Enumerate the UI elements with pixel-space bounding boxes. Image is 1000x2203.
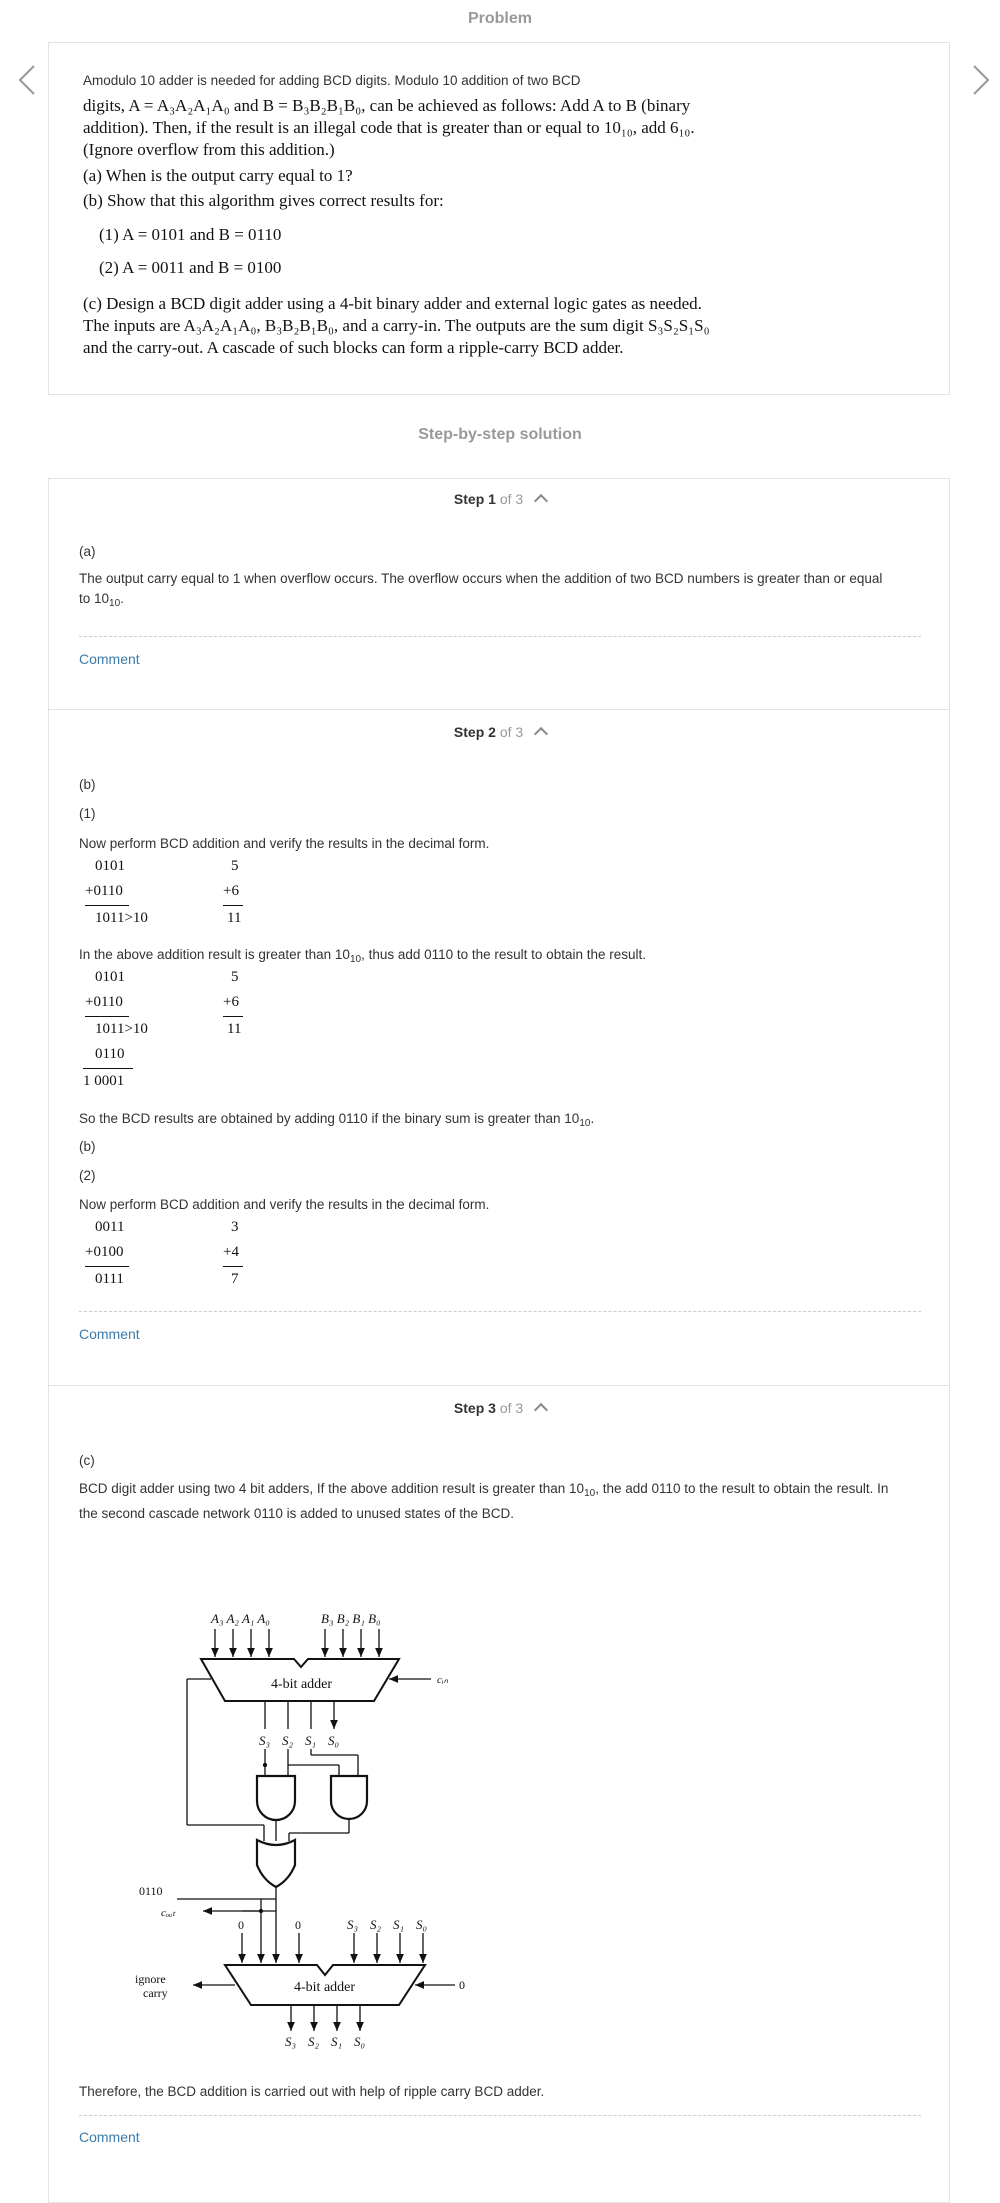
text: In the above addition result is greater than 10: [79, 947, 350, 962]
step-2-header[interactable]: [49, 724, 951, 740]
cin2-label: 0: [459, 1978, 465, 1992]
text: to 10: [79, 591, 110, 606]
comment-link[interactable]: Comment: [79, 2129, 140, 2145]
step-3-conclusion: Therefore, the BCD addition is carried out with help of ripple carry BCD adder.: [79, 2084, 545, 2099]
text: BCD digit adder using two 4 bit adders, If the above addition result is greater than 10: [79, 1481, 585, 1496]
text: .: [120, 591, 124, 606]
sum-line: [223, 1266, 243, 1267]
problem-line: digits, A = A₃A₂A₁A₀ and B = B₃B₂B₁B₀, can be achieved as follows: Add A to B (binary: [83, 96, 691, 115]
const-label: 0110: [139, 1884, 163, 1898]
b-inputs-label: B₃ B₂ B₁ B₀: [321, 1611, 381, 1626]
step-label: Step 3: [453, 1400, 496, 1416]
chevron-up-icon[interactable]: [534, 1403, 548, 1417]
sum-line: [85, 1016, 129, 1017]
binary-value: 1011>10: [95, 1021, 148, 1037]
text: The output carry equal to 1 when overflow occurs. The overflow occurs when the addition of two BCD numbers is greater than or equal: [79, 571, 883, 586]
text: , the add 0110 to the result to obtain the result. In: [595, 1481, 889, 1496]
a-inputs-label: A₃ A₂ A₁ A₀: [211, 1611, 270, 1626]
problem-line: (a) When is the output carry equal to 1?: [83, 166, 353, 185]
text: , thus add 0110 to the result to obtain the result.: [361, 947, 646, 962]
problem-line: and the carry-out. A cascade of such blocks can form a ripple-carry BCD adder.: [83, 338, 624, 357]
adder-1-label: 4-bit adder: [271, 1677, 333, 1692]
step-2-text: [79, 1109, 929, 1134]
decimal-value: +6: [223, 883, 239, 899]
step-2-verify: Now perform BCD addition and verify the results in the decimal form.: [79, 1197, 490, 1212]
binary-value: 1 0001: [83, 1073, 125, 1089]
step-1-part: (a): [79, 544, 96, 559]
chevron-up-icon[interactable]: [534, 727, 548, 741]
subscript: 10: [584, 1488, 596, 1499]
binary-value: 1011>10: [95, 910, 148, 926]
step-2-part: (b): [79, 1139, 96, 1154]
binary-value: +0100: [85, 1244, 124, 1260]
problem-heading: Problem: [467, 10, 532, 27]
text: the second cascade network 0110 is added to unused states of the BCD.: [79, 1506, 515, 1521]
steps-card: [48, 478, 950, 2203]
prev-arrow-icon[interactable]: [14, 60, 40, 100]
ignore-label: ignore: [135, 1972, 166, 1986]
sum-label: S₀: [416, 1917, 428, 1932]
decimal-value: 3: [231, 1219, 239, 1235]
problem-intro: Amodulo 10 adder is needed for adding BCD digits. Modulo 10 addition of two BCD: [83, 73, 581, 88]
next-arrow-icon[interactable]: [968, 60, 994, 100]
zero-label: 0: [238, 1918, 244, 1932]
divider: [79, 636, 921, 637]
problem-line: (Ignore overflow from this addition.): [83, 140, 335, 159]
sum-label: S₁: [305, 1733, 317, 1748]
cin-label: cᵢₙ: [437, 1674, 449, 1686]
sum-out-label: S₀: [354, 2034, 366, 2049]
problem-line: (c) Design a BCD digit adder using a 4-bit binary adder and external logic gates as needed.: [83, 294, 702, 313]
zero-label: 0: [295, 1918, 301, 1932]
binary-value: +0110: [85, 994, 123, 1010]
bcd-adder-diagram: [49, 1569, 951, 2049]
decimal-value: +4: [223, 1244, 239, 1260]
step-2-text: [79, 945, 929, 970]
sum-line: [223, 905, 243, 906]
step-2-num: (2): [79, 1168, 96, 1183]
step-count: of 3: [499, 724, 524, 740]
sum-label: S₁: [393, 1917, 405, 1932]
problem-line: (b) Show that this algorithm gives correct results for:: [83, 191, 444, 210]
sum-line: [83, 1068, 133, 1069]
step-1-text: [79, 569, 929, 614]
subscript: 10: [349, 954, 362, 965]
decimal-value: +6: [223, 994, 239, 1010]
sum-label: S₃: [259, 1733, 271, 1748]
sum-line: [223, 1016, 243, 1017]
problem-card: [48, 42, 950, 395]
divider: [79, 2115, 921, 2116]
binary-value: +0110: [85, 883, 123, 899]
subscript: 10: [579, 1118, 591, 1129]
decimal-value: 11: [227, 1021, 242, 1037]
subscript: 10: [109, 598, 121, 609]
step-2-verify: Now perform BCD addition and verify the results in the decimal form.: [79, 836, 490, 851]
sum-out-label: S₂: [308, 2034, 320, 2049]
step-3-header[interactable]: [49, 1400, 951, 1416]
binary-value: 0011: [95, 1219, 125, 1235]
sum-line: [85, 1266, 129, 1267]
decimal-value: 5: [231, 858, 239, 874]
step-divider: [49, 709, 949, 710]
text: .: [590, 1111, 595, 1126]
chevron-up-icon[interactable]: [534, 494, 548, 508]
step-3-part: (c): [79, 1453, 95, 1468]
problem-line: (2) A = 0011 and B = 0100: [99, 258, 282, 277]
cout-label: cₒᵤₜ: [161, 1907, 176, 1919]
decimal-value: 11: [227, 910, 242, 926]
problem-line: addition). Then, if the result is an illegal code that is greater than or equal to 10₁₀, add 6₁₀.: [83, 118, 695, 137]
decimal-value: 7: [231, 1271, 239, 1287]
problem-line: The inputs are A₃A₂A₁A₀, B₃B₂B₁B₀, and a carry-in. The outputs are the sum digit S₃S₂S₁S₀: [83, 316, 710, 335]
sum-label: S₂: [282, 1733, 294, 1748]
divider: [79, 1311, 921, 1312]
sum-label: S₂: [370, 1917, 382, 1932]
step-count: of 3: [499, 491, 524, 507]
step-count: of 3: [499, 1400, 524, 1416]
binary-value: 0101: [95, 969, 125, 985]
binary-value: 0110: [95, 1046, 125, 1062]
binary-value: 0111: [95, 1271, 124, 1287]
step-1-header[interactable]: [49, 491, 951, 507]
sum-out-label: S₃: [285, 2034, 297, 2049]
sum-label: S₀: [328, 1733, 340, 1748]
step-divider: [49, 1385, 949, 1386]
step-label: Step 1: [453, 491, 496, 507]
step-3-text: [79, 1479, 929, 1524]
binary-value: 0101: [95, 858, 125, 874]
adder-2-label: 4-bit adder: [294, 1980, 356, 1995]
comment-link[interactable]: Comment: [79, 1326, 140, 1342]
decimal-value: 5: [231, 969, 239, 985]
step-label: Step 2: [453, 724, 496, 740]
carry-label: carry: [143, 1986, 168, 2000]
problem-line: (1) A = 0101 and B = 0110: [99, 225, 282, 244]
sum-out-label: S₁: [331, 2034, 343, 2049]
step-2-part: (b): [79, 777, 96, 792]
sum-line: [85, 905, 129, 906]
sum-label: S₃: [347, 1917, 359, 1932]
comment-link[interactable]: Comment: [79, 651, 140, 667]
solution-heading: Step-by-step solution: [418, 426, 582, 443]
step-2-num: (1): [79, 806, 96, 821]
text: So the BCD results are obtained by adding 0110 if the binary sum is greater than 10: [79, 1111, 580, 1126]
